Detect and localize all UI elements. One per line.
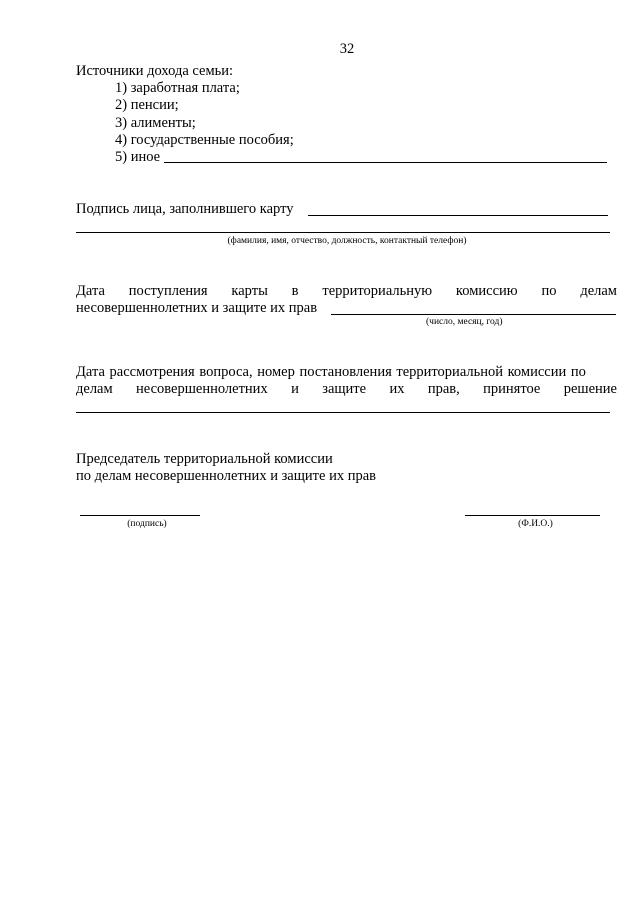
receipt-date-line2: несовершеннолетних и защите их прав: [76, 300, 318, 316]
chairman-name-caption: (Ф.И.О.): [518, 519, 553, 529]
receipt-word: в: [291, 283, 299, 299]
chairman-signature-caption: (подпись): [127, 519, 167, 529]
review-line2: [76, 381, 617, 398]
review-word: прав,: [427, 381, 460, 397]
income-item-3: 3) алименты;: [115, 115, 196, 131]
chairman-name-field[interactable]: [465, 515, 600, 516]
page-number: 32: [339, 41, 355, 57]
receipt-word: по: [541, 283, 557, 299]
review-decision-field[interactable]: [76, 412, 610, 413]
chairman-line1: Председатель территориальной комиссии: [76, 451, 333, 467]
review-line1: Дата рассмотрения вопроса, номер постановления территориальной комиссии по: [76, 364, 586, 380]
receipt-word: Дата: [76, 283, 105, 299]
income-item-2: 2) пенсии;: [115, 97, 179, 113]
receipt-word: территориальную: [322, 283, 433, 299]
receipt-date-line1: [76, 283, 617, 300]
signature-details-field[interactable]: [76, 232, 610, 233]
income-item-5: 5) иное: [115, 149, 161, 165]
review-word: принятое: [483, 381, 541, 397]
chairman-line2: по делам несовершеннолетних и защите их прав: [76, 468, 376, 484]
income-item-1: 1) заработная плата;: [115, 80, 240, 96]
signature-caption: (фамилия, имя, отчество, должность, контактный телефон): [227, 236, 467, 246]
receipt-word: поступления: [128, 283, 208, 299]
receipt-date-caption: (число, месяц, год): [426, 317, 503, 327]
income-other-field[interactable]: [164, 162, 607, 163]
review-word: решение: [563, 381, 617, 397]
income-heading: Источники дохода семьи:: [76, 63, 234, 79]
signature-field[interactable]: [308, 215, 608, 216]
receipt-date-field[interactable]: [331, 314, 616, 315]
receipt-word: комиссию: [455, 283, 518, 299]
review-word: защите: [322, 381, 367, 397]
receipt-word: карты: [231, 283, 268, 299]
chairman-signature-field[interactable]: [80, 515, 200, 516]
signature-label: Подпись лица, заполнившего карту: [76, 201, 294, 217]
income-item-4: 4) государственные пособия;: [115, 132, 294, 148]
review-word: их: [389, 381, 405, 397]
review-word: делам: [76, 381, 113, 397]
review-word: и: [291, 381, 299, 397]
review-word: несовершеннолетних: [136, 381, 268, 397]
receipt-word: делам: [580, 283, 617, 299]
